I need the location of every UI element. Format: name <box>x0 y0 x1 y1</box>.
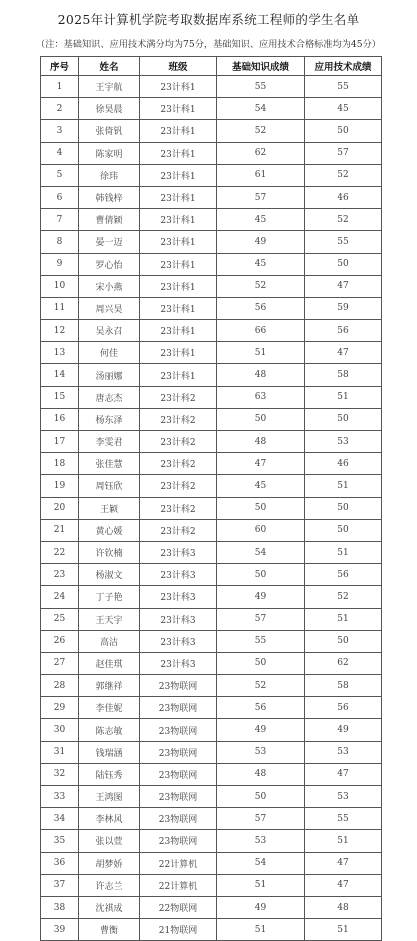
cell-class: 23计科1 <box>140 231 217 253</box>
cell-index: 5 <box>41 164 79 186</box>
cell-class: 23计科1 <box>140 186 217 208</box>
cell-basic-score: 49 <box>217 231 305 253</box>
cell-basic-score: 47 <box>217 453 305 475</box>
cell-applied-score: 50 <box>305 408 382 430</box>
cell-name: 王宇航 <box>79 76 140 98</box>
table-row <box>41 896 382 918</box>
cell-index: 30 <box>41 719 79 741</box>
cell-basic-score: 66 <box>217 320 305 342</box>
cell-basic-score: 55 <box>217 630 305 652</box>
table-row <box>41 275 382 297</box>
cell-name: 黄心媛 <box>79 519 140 541</box>
cell-class: 23计科2 <box>140 519 217 541</box>
cell-class: 23物联网 <box>140 808 217 830</box>
cell-index: 3 <box>41 120 79 142</box>
cell-index: 26 <box>41 630 79 652</box>
cell-index: 31 <box>41 741 79 763</box>
table-body <box>41 76 382 941</box>
cell-class: 23物联网 <box>140 830 217 852</box>
cell-class: 22计算机 <box>140 852 217 874</box>
cell-index: 27 <box>41 652 79 674</box>
table-row <box>41 164 382 186</box>
table-row <box>41 852 382 874</box>
cell-applied-score: 50 <box>305 630 382 652</box>
cell-name: 杨淑文 <box>79 564 140 586</box>
cell-name: 张佳慧 <box>79 453 140 475</box>
cell-name: 徐玮 <box>79 164 140 186</box>
cell-index: 8 <box>41 231 79 253</box>
cell-applied-score: 47 <box>305 763 382 785</box>
table-row <box>41 564 382 586</box>
table-row <box>41 763 382 785</box>
cell-applied-score: 51 <box>305 608 382 630</box>
table-row <box>41 76 382 98</box>
cell-class: 22计算机 <box>140 874 217 896</box>
cell-basic-score: 52 <box>217 275 305 297</box>
cell-index: 37 <box>41 874 79 896</box>
cell-index: 16 <box>41 408 79 430</box>
cell-applied-score: 58 <box>305 675 382 697</box>
cell-index: 21 <box>41 519 79 541</box>
cell-name: 杨东泽 <box>79 408 140 430</box>
cell-index: 11 <box>41 297 79 319</box>
cell-name: 陈家明 <box>79 142 140 164</box>
table-row <box>41 786 382 808</box>
cell-index: 9 <box>41 253 79 275</box>
cell-applied-score: 52 <box>305 209 382 231</box>
cell-basic-score: 45 <box>217 253 305 275</box>
cell-basic-score: 53 <box>217 830 305 852</box>
cell-applied-score: 59 <box>305 297 382 319</box>
cell-class: 23计科3 <box>140 586 217 608</box>
cell-name: 丁子艳 <box>79 586 140 608</box>
cell-applied-score: 55 <box>305 231 382 253</box>
cell-class: 23计科1 <box>140 164 217 186</box>
cell-applied-score: 51 <box>305 830 382 852</box>
cell-index: 23 <box>41 564 79 586</box>
table-row <box>41 919 382 941</box>
score-note: （注：基础知识、应用技术满分均为75分，基础知识、应用技术合格标准均为45分） <box>36 39 381 50</box>
cell-name: 陈志敏 <box>79 719 140 741</box>
cell-class: 23计科2 <box>140 386 217 408</box>
cell-index: 7 <box>41 209 79 231</box>
cell-name: 高洁 <box>79 630 140 652</box>
cell-index: 24 <box>41 586 79 608</box>
cell-name: 李佳妮 <box>79 697 140 719</box>
cell-name: 罗心怡 <box>79 253 140 275</box>
cell-class: 23物联网 <box>140 741 217 763</box>
cell-applied-score: 45 <box>305 98 382 120</box>
cell-name: 周兴昊 <box>79 297 140 319</box>
cell-basic-score: 52 <box>217 120 305 142</box>
cell-class: 23计科3 <box>140 630 217 652</box>
cell-class: 23计科3 <box>140 541 217 563</box>
cell-applied-score: 47 <box>305 275 382 297</box>
cell-basic-score: 50 <box>217 786 305 808</box>
cell-class: 23计科2 <box>140 408 217 430</box>
table-row <box>41 830 382 852</box>
cell-basic-score: 50 <box>217 497 305 519</box>
cell-index: 34 <box>41 808 79 830</box>
cell-applied-score: 46 <box>305 453 382 475</box>
cell-basic-score: 50 <box>217 408 305 430</box>
table-row <box>41 741 382 763</box>
table-row <box>41 586 382 608</box>
page-title: 2025年计算机学院考取数据库系统工程师的学生名单 <box>57 12 360 27</box>
cell-basic-score: 51 <box>217 919 305 941</box>
cell-class: 23计科1 <box>140 364 217 386</box>
cell-name: 王天宇 <box>79 608 140 630</box>
cell-applied-score: 53 <box>305 431 382 453</box>
cell-applied-score: 52 <box>305 586 382 608</box>
cell-basic-score: 57 <box>217 186 305 208</box>
cell-index: 33 <box>41 786 79 808</box>
cell-class: 23物联网 <box>140 763 217 785</box>
cell-applied-score: 50 <box>305 253 382 275</box>
cell-basic-score: 48 <box>217 431 305 453</box>
cell-applied-score: 52 <box>305 164 382 186</box>
cell-name: 吴永召 <box>79 320 140 342</box>
cell-index: 1 <box>41 76 79 98</box>
cell-index: 2 <box>41 98 79 120</box>
table-row <box>41 675 382 697</box>
cell-name: 张倚钒 <box>79 120 140 142</box>
cell-applied-score: 46 <box>305 186 382 208</box>
cell-basic-score: 50 <box>217 564 305 586</box>
cell-basic-score: 63 <box>217 386 305 408</box>
table-row <box>41 98 382 120</box>
cell-index: 19 <box>41 475 79 497</box>
table-row <box>41 608 382 630</box>
cell-name: 许钦楠 <box>79 541 140 563</box>
cell-index: 17 <box>41 431 79 453</box>
cell-class: 23计科1 <box>140 76 217 98</box>
cell-applied-score: 50 <box>305 519 382 541</box>
cell-basic-score: 55 <box>217 76 305 98</box>
cell-name: 张以萱 <box>79 830 140 852</box>
cell-index: 25 <box>41 608 79 630</box>
student-roster-table <box>40 56 382 941</box>
cell-applied-score: 47 <box>305 852 382 874</box>
cell-applied-score: 51 <box>305 475 382 497</box>
cell-class: 23计科2 <box>140 431 217 453</box>
cell-applied-score: 55 <box>305 808 382 830</box>
cell-index: 36 <box>41 852 79 874</box>
table-row <box>41 120 382 142</box>
cell-name: 王颖 <box>79 497 140 519</box>
cell-applied-score: 50 <box>305 120 382 142</box>
table-row <box>41 652 382 674</box>
cell-name: 曹倩颖 <box>79 209 140 231</box>
cell-class: 23计科1 <box>140 253 217 275</box>
cell-basic-score: 54 <box>217 98 305 120</box>
cell-index: 10 <box>41 275 79 297</box>
cell-basic-score: 54 <box>217 541 305 563</box>
table-row <box>41 519 382 541</box>
table-row <box>41 719 382 741</box>
cell-name: 何佳 <box>79 342 140 364</box>
cell-applied-score: 53 <box>305 786 382 808</box>
cell-basic-score: 49 <box>217 586 305 608</box>
cell-index: 28 <box>41 675 79 697</box>
table-row <box>41 253 382 275</box>
cell-class: 23计科2 <box>140 475 217 497</box>
cell-name: 赵佳琪 <box>79 652 140 674</box>
cell-class: 22物联网 <box>140 896 217 918</box>
header-applied-score: 应用技术成绩 <box>305 57 382 76</box>
cell-basic-score: 45 <box>217 209 305 231</box>
cell-index: 14 <box>41 364 79 386</box>
table-row <box>41 364 382 386</box>
table-row <box>41 431 382 453</box>
cell-class: 23物联网 <box>140 675 217 697</box>
cell-class: 23计科1 <box>140 275 217 297</box>
cell-index: 18 <box>41 453 79 475</box>
cell-name: 王鸿图 <box>79 786 140 808</box>
cell-class: 23计科3 <box>140 564 217 586</box>
cell-name: 陆钰秀 <box>79 763 140 785</box>
table-row <box>41 874 382 896</box>
cell-name: 周钰欣 <box>79 475 140 497</box>
cell-basic-score: 54 <box>217 852 305 874</box>
cell-name: 郭继祥 <box>79 675 140 697</box>
cell-index: 39 <box>41 919 79 941</box>
cell-applied-score: 56 <box>305 320 382 342</box>
cell-name: 宋小燕 <box>79 275 140 297</box>
cell-name: 钱瑞涵 <box>79 741 140 763</box>
cell-basic-score: 56 <box>217 697 305 719</box>
cell-applied-score: 58 <box>305 364 382 386</box>
table-row <box>41 630 382 652</box>
cell-basic-score: 48 <box>217 364 305 386</box>
cell-applied-score: 57 <box>305 142 382 164</box>
cell-class: 23计科3 <box>140 652 217 674</box>
cell-basic-score: 51 <box>217 342 305 364</box>
cell-index: 13 <box>41 342 79 364</box>
cell-applied-score: 62 <box>305 652 382 674</box>
cell-basic-score: 51 <box>217 874 305 896</box>
cell-basic-score: 49 <box>217 896 305 918</box>
table-row <box>41 808 382 830</box>
header-class: 班级 <box>140 57 217 76</box>
cell-basic-score: 62 <box>217 142 305 164</box>
cell-class: 23计科1 <box>140 98 217 120</box>
cell-class: 23计科2 <box>140 497 217 519</box>
header-basic-score: 基础知识成绩 <box>217 57 305 76</box>
cell-applied-score: 48 <box>305 896 382 918</box>
cell-basic-score: 52 <box>217 675 305 697</box>
cell-index: 29 <box>41 697 79 719</box>
cell-index: 15 <box>41 386 79 408</box>
cell-name: 许志兰 <box>79 874 140 896</box>
table-row <box>41 209 382 231</box>
table-row <box>41 297 382 319</box>
cell-name: 晏一迈 <box>79 231 140 253</box>
cell-index: 4 <box>41 142 79 164</box>
cell-applied-score: 51 <box>305 386 382 408</box>
cell-name: 唐志杰 <box>79 386 140 408</box>
table-row <box>41 497 382 519</box>
cell-basic-score: 53 <box>217 741 305 763</box>
table-row <box>41 342 382 364</box>
cell-applied-score: 49 <box>305 719 382 741</box>
header-index: 序号 <box>41 57 79 76</box>
cell-index: 12 <box>41 320 79 342</box>
cell-index: 22 <box>41 541 79 563</box>
cell-class: 23计科1 <box>140 142 217 164</box>
cell-applied-score: 50 <box>305 497 382 519</box>
cell-class: 23计科1 <box>140 297 217 319</box>
cell-name: 韩钱梓 <box>79 186 140 208</box>
cell-basic-score: 48 <box>217 763 305 785</box>
cell-basic-score: 49 <box>217 719 305 741</box>
cell-name: 李林风 <box>79 808 140 830</box>
cell-basic-score: 56 <box>217 297 305 319</box>
table-row <box>41 408 382 430</box>
cell-class: 23计科1 <box>140 342 217 364</box>
cell-basic-score: 57 <box>217 808 305 830</box>
table-row <box>41 186 382 208</box>
table-header-row <box>41 57 382 76</box>
cell-basic-score: 45 <box>217 475 305 497</box>
cell-class: 23计科1 <box>140 209 217 231</box>
cell-index: 38 <box>41 896 79 918</box>
cell-applied-score: 53 <box>305 741 382 763</box>
cell-name: 汤丽娜 <box>79 364 140 386</box>
table-row <box>41 453 382 475</box>
cell-index: 35 <box>41 830 79 852</box>
table-row <box>41 386 382 408</box>
cell-class: 23计科1 <box>140 120 217 142</box>
cell-applied-score: 47 <box>305 874 382 896</box>
cell-basic-score: 50 <box>217 652 305 674</box>
cell-name: 徐昊晨 <box>79 98 140 120</box>
cell-class: 23物联网 <box>140 697 217 719</box>
cell-basic-score: 57 <box>217 608 305 630</box>
cell-basic-score: 60 <box>217 519 305 541</box>
cell-applied-score: 56 <box>305 697 382 719</box>
cell-class: 23物联网 <box>140 719 217 741</box>
cell-class: 23物联网 <box>140 786 217 808</box>
cell-name: 曹衡 <box>79 919 140 941</box>
table-row <box>41 541 382 563</box>
cell-class: 23计科1 <box>140 320 217 342</box>
table-row <box>41 475 382 497</box>
cell-index: 32 <box>41 763 79 785</box>
cell-applied-score: 47 <box>305 342 382 364</box>
cell-name: 胡梦娇 <box>79 852 140 874</box>
cell-applied-score: 51 <box>305 919 382 941</box>
header-name: 姓名 <box>79 57 140 76</box>
table-row <box>41 231 382 253</box>
table-row <box>41 320 382 342</box>
cell-applied-score: 51 <box>305 541 382 563</box>
table-row <box>41 142 382 164</box>
cell-name: 沈祺成 <box>79 896 140 918</box>
cell-index: 6 <box>41 186 79 208</box>
table-row <box>41 697 382 719</box>
cell-name: 李雯君 <box>79 431 140 453</box>
cell-applied-score: 55 <box>305 76 382 98</box>
cell-applied-score: 56 <box>305 564 382 586</box>
cell-class: 23计科2 <box>140 453 217 475</box>
cell-basic-score: 61 <box>217 164 305 186</box>
cell-class: 21物联网 <box>140 919 217 941</box>
cell-index: 20 <box>41 497 79 519</box>
cell-class: 23计科3 <box>140 608 217 630</box>
